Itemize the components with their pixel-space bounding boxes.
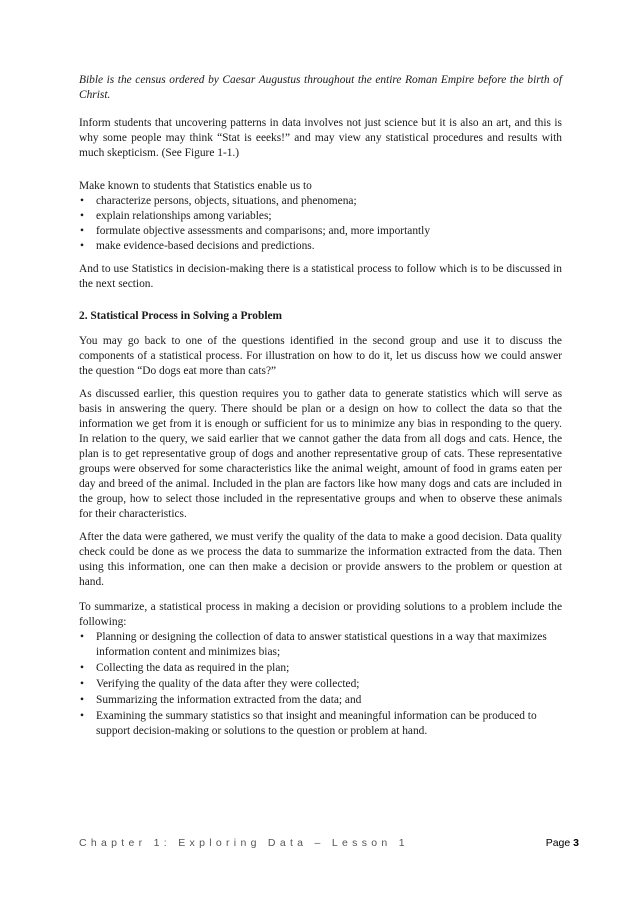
summarize-paragraph: To summarize, a statistical process in making a decision or providing solutions to a problem include the following: bbox=[79, 601, 562, 628]
discussed-paragraph: As discussed earlier, this question requires you to gather data to generate statistics which will serve as basis in answering the query. There should be plan or a design on how to collect the data so that the information we get from it is enough or sufficient for us to minimize any bias in responding to the query. In relation to the query, we said earlier that we cannot gather the data from all dogs and cats. Hence, the plan is to get representative group of dogs and another representative group of cats. These representative groups were observed for some characteristics like the animal weight, amount of food in grams eaten per day and breed of the animal. Included in the plan are factors like how many dogs and cats are included in the group, how to select those included in the representative groups and when to observe these animals for their characteristics. bbox=[79, 388, 562, 520]
list-item: • formulate objective assessments and comparisons; and, more importantly bbox=[80, 225, 431, 237]
list-item: • Verifying the quality of the data after they were collected; bbox=[80, 678, 360, 690]
process-paragraph: And to use Statistics in decision-making there is a statistical process to follow which is to be discussed in the next section. bbox=[79, 263, 562, 290]
bullet-icon: • bbox=[80, 631, 84, 643]
bullet-icon: • bbox=[80, 710, 84, 722]
list-item: • characterize persons, objects, situations, and phenomena; bbox=[80, 195, 357, 207]
bullet-icon: • bbox=[80, 195, 84, 207]
bullet-icon: • bbox=[80, 210, 84, 222]
page-footer bbox=[79, 837, 579, 849]
bullet-icon: • bbox=[80, 225, 84, 237]
bullet-icon: • bbox=[80, 240, 84, 252]
chapter-title: Chapter 1: Exploring Data – Lesson 1 bbox=[79, 837, 409, 849]
list-item: • Examining the summary statistics so that insight and meaningful information can be produced to support decision-making or solutions to the question or problem at hand. bbox=[80, 710, 537, 737]
page-number bbox=[546, 837, 579, 849]
page-content bbox=[79, 73, 562, 740]
after-paragraph: After the data were gathered, we must verify the quality of the data to make a good decision. Data quality check could be done as we process the data to summarize the information extracted from the data. Then using this information, one can then make a decision or provide answers to the problem or question at hand. bbox=[79, 531, 562, 588]
list-item: • Planning or designing the collection of data to answer statistical questions in a way that maximizes information content and minimizes bias; bbox=[80, 631, 547, 658]
page-number-value: 3 bbox=[573, 837, 579, 849]
page-label: Page bbox=[545, 837, 571, 849]
go-back-paragraph: You may go back to one of the questions identified in the second group and use it to discuss the components of a statistical process. For illustration on how to do it, let us discuss how we could answer the question “Do dogs eat more than cats?” bbox=[79, 335, 562, 377]
list-item: • explain relationships among variables; bbox=[80, 210, 272, 222]
section-heading: 2. Statistical Process in Solving a Problem bbox=[79, 310, 283, 322]
art-paragraph: Inform students that uncovering patterns in data involves not just science but it is also an art, and this is why some people may think “Stat is eeeks!” and may view any statistical procedures and results with much skepticism. (See Figure 1-1.) bbox=[79, 117, 562, 159]
bullet-icon: • bbox=[80, 694, 84, 706]
enable-list bbox=[79, 194, 562, 254]
intro-paragraph: Bible is the census ordered by Caesar Augustus throughout the entire Roman Empire before the birth of Christ. bbox=[79, 74, 562, 101]
list-item: • Summarizing the information extracted from the data; and bbox=[80, 694, 362, 706]
make-known-paragraph: Make known to students that Statistics enable us to bbox=[79, 180, 312, 192]
process-list bbox=[79, 630, 562, 739]
bullet-icon: • bbox=[80, 662, 84, 674]
list-item: • make evidence-based decisions and predictions. bbox=[80, 240, 315, 252]
list-item: • Collecting the data as required in the plan; bbox=[80, 662, 290, 674]
bullet-icon: • bbox=[80, 678, 84, 690]
